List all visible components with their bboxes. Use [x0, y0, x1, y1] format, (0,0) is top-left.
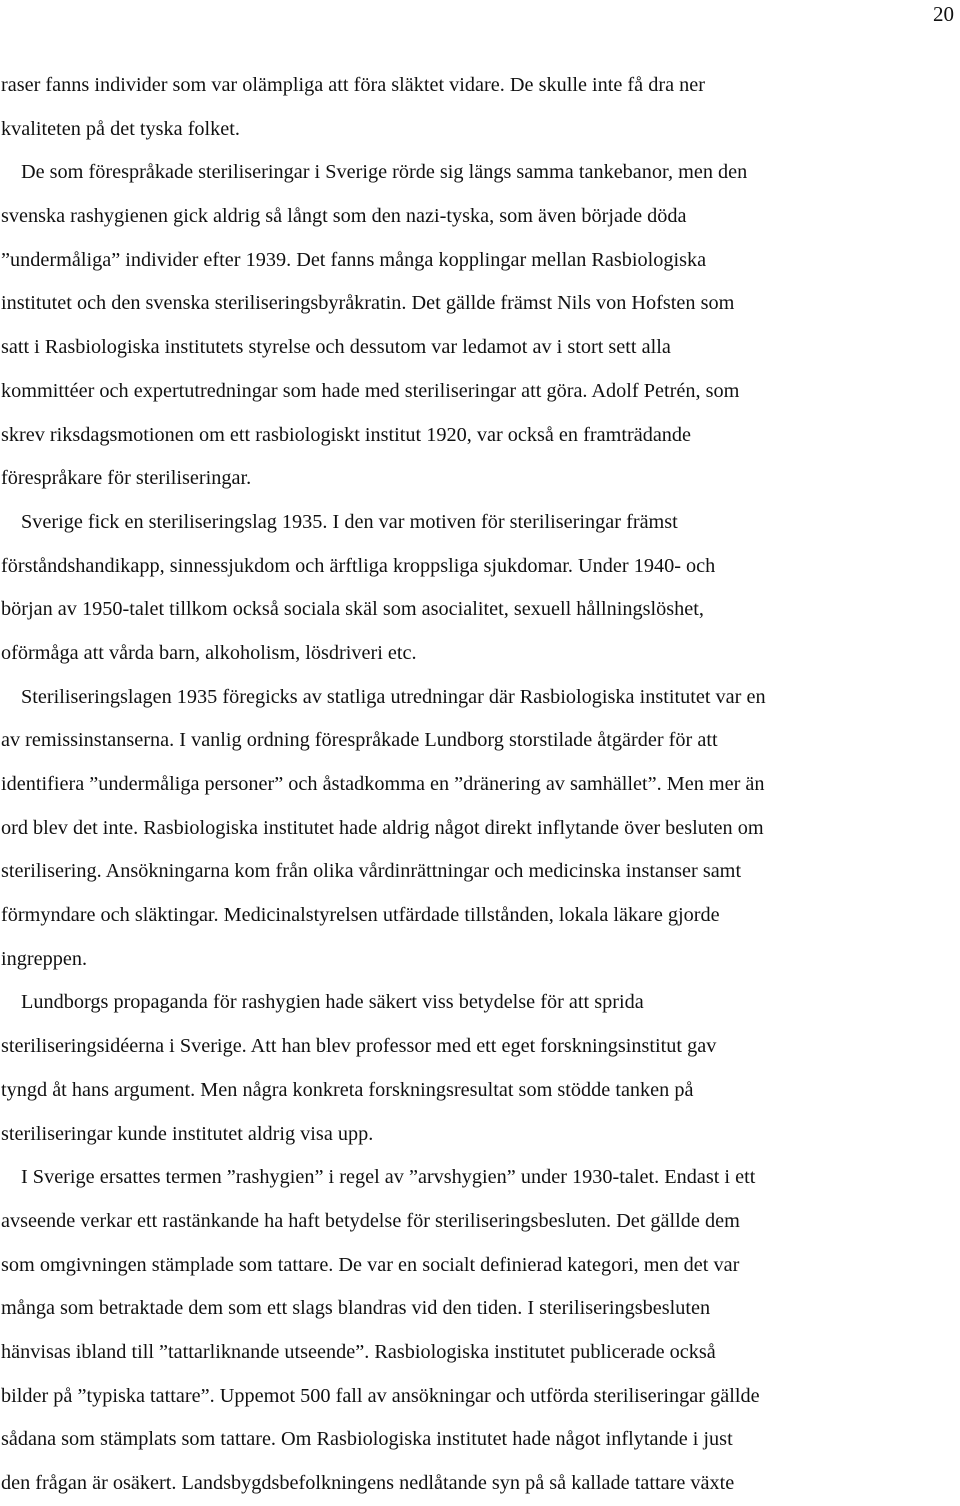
text-line: steriliseringsidéerna i Sverige. Att han blev professor med ett eget forskningsinstitut gav — [1, 1035, 717, 1058]
text-line: den frågan är osäkert. Landsbygdsbefolkningens nedlåtande syn på så kallade tattare växte — [1, 1472, 735, 1494]
text-line: tyngd åt hans argument. Men några konkreta forskningsresultat som stödde tanken på — [1, 1078, 694, 1101]
text-line: sterilisering. Ansökningarna kom från olika vårdinrättningar och medicinska instanser samt — [1, 860, 742, 883]
page-number: 20 — [933, 2, 954, 26]
text-line: bilder på ”typiska tattare”. Uppemot 500 fall av ansökningar och utförda steriliseringar gällde — [1, 1384, 760, 1407]
text-line: Steriliseringslagen 1935 föregicks av statliga utredningar där Rasbiologiska institutet var en — [21, 685, 766, 708]
text-line: institutet och den svenska steriliseringsbyråkratin. Det gällde främst Nils von Hofsten som — [1, 292, 735, 315]
text-line: raser fanns individer som var olämpliga att föra släktet vidare. De skulle inte få dra ner — [1, 74, 705, 96]
text-line: satt i Rasbiologiska institutets styrelse och dessutom var ledamot av i stort sett alla — [1, 336, 671, 359]
text-line: oförmåga att vårda barn, alkoholism, lösdriveri etc. — [1, 641, 417, 664]
text-line: ingreppen. — [1, 947, 88, 970]
text-line: avseende verkar ett rastänkande ha haft betydelse för steriliseringsbesluten. Det gällde dem — [1, 1209, 740, 1232]
text-line: Lundborgs propaganda för rashygien hade säkert viss betydelse för att sprida — [21, 991, 644, 1014]
text-line: kommittéer och expertutredningar som hade med steriliseringar att göra. Adolf Petrén, som — [1, 379, 740, 402]
text-line: många som betraktade dem som ett slags blandras vid den tiden. I steriliseringsbesluten — [1, 1297, 711, 1320]
text-line: steriliseringar kunde institutet aldrig visa upp. — [1, 1122, 374, 1145]
text-line: I Sverige ersattes termen ”rashygien” i regel av ”arvshygien” under 1930-talet. Endast i ett — [21, 1166, 756, 1189]
text-line: av remissinstanserna. I vanlig ordning förespråkade Lundborg storstilade åtgärder för att — [1, 729, 718, 752]
text-line: ord blev det inte. Rasbiologiska institutet hade aldrig något direkt inflytande över besluten om — [1, 816, 764, 839]
text-line: skrev riksdagsmotionen om ett rasbiologiskt institut 1920, var också en framträdande — [1, 423, 692, 446]
text-line: som omgivningen stämplade som tattare. De var en socialt definierad kategori, men det var — [1, 1253, 740, 1276]
body-text — [1, 64, 959, 1506]
text-line: ”undermåliga” individer efter 1939. Det fanns många kopplingar mellan Rasbiologiska — [1, 248, 707, 271]
text-line: hänvisas ibland till ”tattarliknande utseende”. Rasbiologiska institutet publicerade också — [1, 1340, 716, 1363]
text-line: sådana som stämplats som tattare. Om Rasbiologiska institutet hade något inflytande i just — [1, 1428, 733, 1451]
text-line: svenska rashygienen gick aldrig så långt som den nazi-tyska, som även började döda — [1, 205, 687, 228]
text-line: början av 1950-talet tillkom också sociala skäl som asocialitet, sexuell hållningslöshet, — [1, 598, 704, 621]
text-line: kvaliteten på det tyska folket. — [1, 117, 240, 140]
text-line: förespråkare för steriliseringar. — [1, 467, 252, 490]
text-line: Sverige fick en steriliseringslag 1935. I den var motiven för steriliseringar främst — [21, 510, 678, 533]
text-line: identifiera ”undermåliga personer” och åstadkomma en ”dränering av samhället”. Men mer än — [1, 773, 765, 795]
text-line: De som förespråkade steriliseringar i Sverige rörde sig längs samma tankebanor, men den — [21, 161, 748, 184]
text-line: förmyndare och släktingar. Medicinalstyrelsen utfärdade tillstånden, lokala läkare gjorde — [1, 904, 720, 927]
text-line: förståndshandikapp, sinnessjukdom och ärftliga kroppsliga sjukdomar. Under 1940- och — [1, 554, 716, 577]
